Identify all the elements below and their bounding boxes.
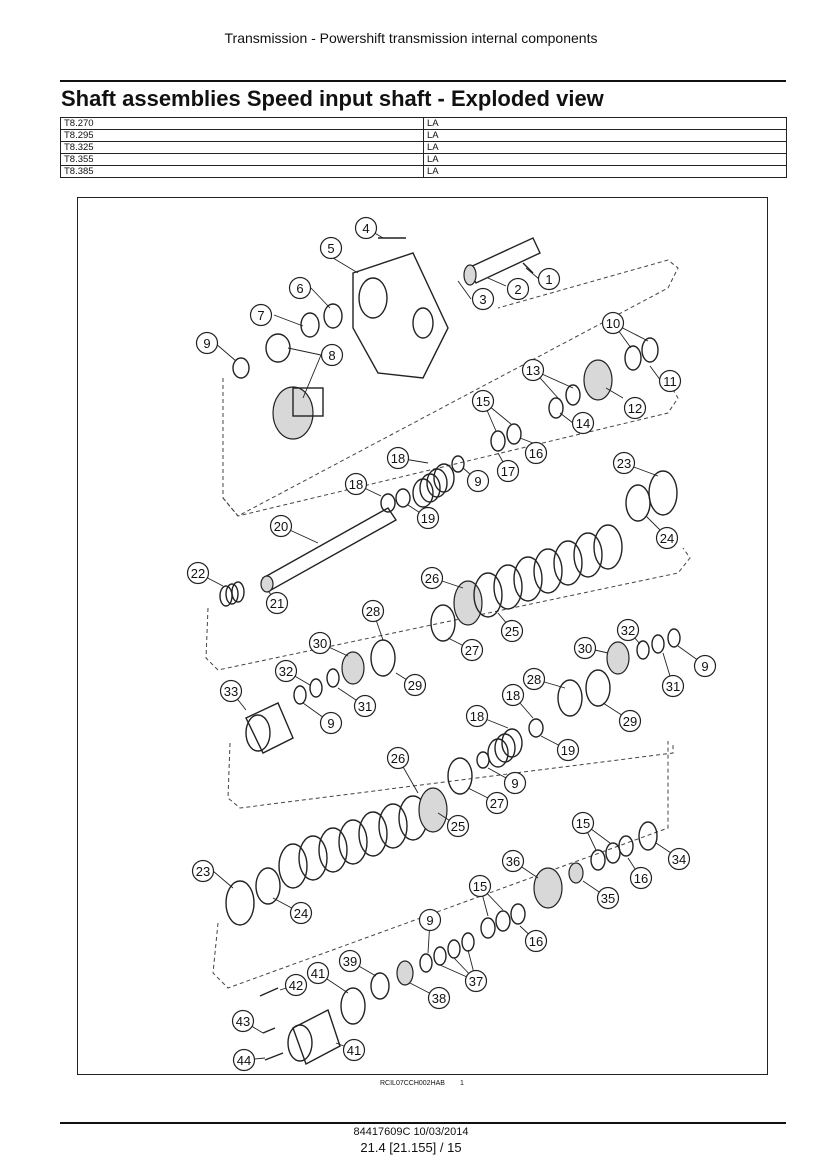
callout-label: 3 [479, 292, 487, 307]
callout-26 [422, 568, 443, 589]
callout-label: 16 [528, 934, 544, 949]
callout-22 [188, 563, 209, 584]
callout-label: 27 [464, 643, 480, 658]
callout-35 [598, 888, 619, 909]
callout-9 [420, 910, 441, 931]
part-input-shaft [464, 238, 540, 285]
code-cell: LA [424, 130, 787, 142]
callout-label: 38 [431, 991, 447, 1006]
callout-label: 34 [671, 852, 687, 867]
callout-19 [558, 740, 579, 761]
part-ring-34 [639, 822, 657, 850]
callout-label: 26 [390, 751, 406, 766]
callout-label: 41 [346, 1043, 362, 1058]
model-cell: T8.270 [61, 118, 424, 130]
part-bearing-38 [397, 961, 413, 985]
table-row [61, 154, 787, 166]
callout-31 [355, 696, 376, 717]
part-spring-pack-18 [413, 464, 454, 507]
callout-label: 18 [469, 709, 485, 724]
callout-label: 15 [475, 394, 491, 409]
callout-24 [657, 528, 678, 549]
callout-42 [286, 975, 307, 996]
part-screw-44 [265, 1053, 283, 1060]
callout-15 [470, 876, 491, 897]
callout-25 [448, 816, 469, 837]
callout-37 [466, 971, 487, 992]
section-title: Shaft assemblies Speed input shaft - Exploded view [61, 86, 604, 111]
callout-label: 33 [223, 684, 239, 699]
callout-18 [388, 448, 409, 469]
part-ring-9e [477, 752, 489, 768]
callout-label: 18 [390, 451, 406, 466]
code-cell: LA [424, 154, 787, 166]
part-plate-24b [256, 868, 280, 904]
part-cover-41 [288, 1010, 340, 1064]
model-cell: T8.325 [61, 142, 424, 154]
callout-43 [233, 1011, 254, 1032]
callout-28 [524, 669, 545, 690]
part-ring-9c [294, 686, 306, 704]
callout-label: 37 [468, 974, 484, 989]
callout-label: 44 [236, 1053, 252, 1068]
code-cell: LA [424, 118, 787, 130]
table-row [61, 130, 787, 142]
callout-15 [573, 813, 594, 834]
part-gear-12 [584, 360, 612, 400]
part-ring-19 [396, 489, 410, 507]
part-snap-ring-23a [649, 471, 677, 515]
part-washer-15e [619, 836, 633, 856]
callout-label: 42 [288, 978, 304, 993]
callout-9 [695, 656, 716, 677]
callout-14 [573, 413, 594, 434]
page-header: Transmission - Powershift transmission internal components [224, 30, 598, 46]
part-bearing-30a [342, 652, 364, 684]
callout-label: 9 [327, 716, 335, 731]
callout-38 [429, 988, 450, 1009]
part-plate-24a [626, 485, 650, 521]
callout-label: 35 [600, 891, 616, 906]
part-ring-10b [642, 338, 658, 362]
callout-label: 32 [278, 664, 294, 679]
callout-20 [271, 516, 292, 537]
part-ring-39 [371, 973, 389, 999]
callout-label: 29 [407, 678, 423, 693]
callout-31 [663, 676, 684, 697]
callout-label: 27 [489, 796, 505, 811]
callout-label: 13 [525, 363, 541, 378]
callout-16 [631, 868, 652, 889]
part-washer-15h [511, 904, 525, 924]
callout-3 [473, 289, 494, 310]
callout-label: 18 [505, 688, 521, 703]
part-clutch-pack-upper [454, 525, 622, 625]
callout-label: 4 [362, 221, 370, 236]
model-cell: T8.385 [61, 166, 424, 178]
part-ring-31b [652, 635, 664, 653]
callout-39 [340, 951, 361, 972]
callout-label: 14 [575, 416, 591, 431]
callout-label: 24 [293, 906, 309, 921]
callout-11 [660, 371, 681, 392]
callout-21 [267, 593, 288, 614]
callout-label: 23 [616, 456, 632, 471]
callout-label: 22 [190, 566, 206, 581]
assembly-outline-5 [213, 741, 668, 988]
callout-label: 9 [701, 659, 709, 674]
callout-label: 11 [663, 374, 677, 389]
callout-30 [575, 638, 596, 659]
callout-44 [234, 1050, 255, 1071]
callout-27 [462, 640, 483, 661]
callout-label: 30 [577, 641, 593, 656]
callout-label: 32 [620, 623, 636, 638]
callout-label: 16 [528, 446, 544, 461]
callout-label: 17 [500, 464, 516, 479]
callout-6 [290, 278, 311, 299]
callout-26 [388, 748, 409, 769]
callout-label: 9 [203, 336, 211, 351]
callout-label: 15 [575, 816, 591, 831]
callout-41 [308, 963, 329, 984]
part-gear-36 [534, 868, 562, 908]
callout-25 [502, 621, 523, 642]
callout-label: 10 [605, 316, 621, 331]
callout-18 [467, 706, 488, 727]
callout-30 [310, 633, 331, 654]
callout-label: 9 [426, 913, 434, 928]
part-ring-29b [586, 670, 610, 706]
part-bearing-30b [607, 642, 629, 674]
part-bearing-7 [301, 313, 319, 337]
callout-label: 39 [342, 954, 358, 969]
part-screw-43 [263, 1028, 275, 1033]
callout-23 [193, 861, 214, 882]
table-row [61, 142, 787, 154]
callout-label: 25 [504, 624, 520, 639]
callout-label: 36 [505, 854, 521, 869]
callout-16 [526, 443, 547, 464]
code-cell: LA [424, 166, 787, 178]
callout-17 [498, 461, 519, 482]
callout-label: 31 [357, 699, 373, 714]
callout-label: 31 [665, 679, 681, 694]
callout-label: 25 [450, 819, 466, 834]
callout-label: 16 [633, 871, 649, 886]
code-cell: LA [424, 142, 787, 154]
callout-5 [321, 238, 342, 259]
callout-32 [276, 661, 297, 682]
callout-label: 26 [424, 571, 440, 586]
callout-4 [356, 218, 377, 239]
callout-label: 19 [560, 743, 576, 758]
callout-label: 7 [257, 308, 265, 323]
part-ring-28a [371, 640, 395, 676]
footer-page-ref: 21.4 [21.155] / 15 [360, 1140, 462, 1155]
header-rule [60, 80, 786, 82]
table-row [61, 166, 787, 178]
part-bearing-35 [569, 863, 583, 883]
callout-label: 30 [312, 636, 328, 651]
callout-27 [487, 793, 508, 814]
callout-41 [344, 1040, 365, 1061]
callout-label: 9 [474, 474, 482, 489]
table-row [61, 118, 787, 130]
callout-label: 19 [420, 511, 436, 526]
callout-33 [221, 681, 242, 702]
part-housing [353, 253, 448, 378]
part-ring-41a [341, 988, 365, 1024]
part-spring-pack-18b [488, 729, 522, 767]
leader-lines [195, 228, 709, 1060]
callout-label: 6 [296, 281, 304, 296]
part-pin-42 [260, 988, 278, 996]
part-washer-15d [606, 843, 620, 863]
exploded-view-figure [77, 197, 768, 1075]
callout-9 [468, 471, 489, 492]
callout-label: 23 [195, 864, 211, 879]
callout-label: 18 [348, 477, 364, 492]
callout-10 [603, 313, 624, 334]
callout-label: 43 [235, 1014, 251, 1029]
part-ring-10a [625, 346, 641, 370]
callout-24 [291, 903, 312, 924]
callout-label: 5 [327, 241, 335, 256]
part-ring-28b [558, 680, 582, 716]
callout-7 [251, 305, 272, 326]
callout-label: 28 [526, 672, 542, 687]
part-ring-31a [327, 669, 339, 687]
callout-2 [508, 279, 529, 300]
figure-number: 1 [460, 1080, 464, 1087]
model-cell: T8.295 [61, 130, 424, 142]
callout-29 [405, 675, 426, 696]
part-ring-14 [549, 398, 563, 418]
part-ring-6 [324, 304, 342, 328]
callout-1 [539, 269, 560, 290]
part-pin-1 [523, 263, 533, 273]
callout-8 [322, 345, 343, 366]
callout-18 [346, 474, 367, 495]
callout-label: 1 [545, 272, 553, 287]
callout-13 [523, 360, 544, 381]
callout-label: 20 [273, 519, 289, 534]
callout-label: 15 [472, 879, 488, 894]
callout-28 [363, 601, 384, 622]
callout-34 [669, 849, 690, 870]
callout-9 [321, 713, 342, 734]
callout-9 [197, 333, 218, 354]
callout-16 [526, 931, 547, 952]
callout-label: 8 [328, 348, 336, 363]
callout-36 [503, 851, 524, 872]
model-table [60, 117, 787, 178]
callout-23 [614, 453, 635, 474]
part-washer-15a [491, 431, 505, 451]
assembly-outline-4 [228, 743, 673, 808]
footer-doc-ref: 84417609C 10/03/2014 [353, 1126, 469, 1138]
callout-label: 28 [365, 604, 381, 619]
figure-code: RCIL07CCH002HAB [380, 1080, 445, 1087]
part-washer-15b [507, 424, 521, 444]
part-snap-ring-23b [226, 881, 254, 925]
callout-label: 29 [622, 714, 638, 729]
part-spring-22 [220, 582, 244, 606]
part-clutch-pack-lower [279, 788, 447, 888]
callout-32 [618, 620, 639, 641]
callout-12 [625, 398, 646, 419]
callout-19 [418, 508, 439, 529]
part-washer-15g [496, 911, 510, 931]
part-ring-9d [668, 629, 680, 647]
part-ring-18b [381, 494, 395, 512]
part-ring-32b [637, 641, 649, 659]
footer-rule [60, 1122, 786, 1124]
callout-18 [503, 685, 524, 706]
callout-label: 41 [310, 966, 326, 981]
part-ring-19b [529, 719, 543, 737]
part-washer-15f [481, 918, 495, 938]
callout-9 [505, 773, 526, 794]
callout-label: 24 [659, 531, 675, 546]
callout-29 [620, 711, 641, 732]
callout-label: 21 [269, 596, 285, 611]
callout-label: 2 [514, 282, 522, 297]
callout-label: 12 [627, 401, 643, 416]
part-ring-32a [310, 679, 322, 697]
callout-label: 9 [511, 776, 519, 791]
part-hub-33 [246, 703, 293, 753]
model-cell: T8.355 [61, 154, 424, 166]
callout-15 [473, 391, 494, 412]
exploded-view-drawing [78, 198, 769, 1076]
